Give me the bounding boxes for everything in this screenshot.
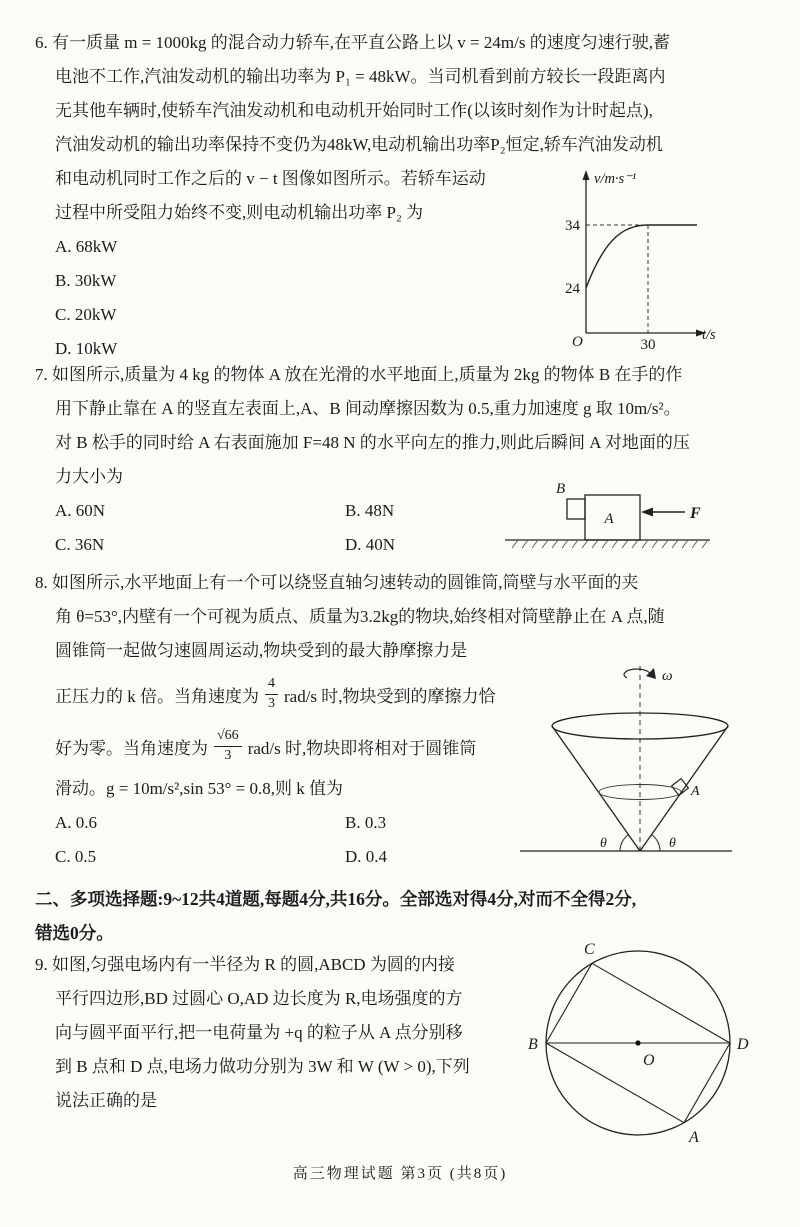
cone-right-side [640,726,728,851]
question-line: 向与圆平面平行,把一电荷量为 +q 的粒子从 A 点分别移 [55,1023,463,1042]
point-a-label: A [689,1129,699,1146]
y-tick-24: 24 [565,281,580,297]
omega-label: ω [662,668,673,684]
q9-circle-diagram [526,928,756,1160]
numerator: √66 [214,728,242,746]
force-label: F [690,505,701,522]
theta-right-label: θ [669,836,676,851]
point-c-label: C [584,941,595,958]
option-d: D. 40N [345,535,396,554]
force-arrowhead [641,508,653,517]
y-axis-label: v/m·s⁻¹ [594,171,637,187]
x-tick-30: 30 [640,337,656,353]
side-ab [546,1043,684,1123]
option-c: C. 20kW [55,305,117,324]
denominator: 3 [268,695,275,711]
denominator: 3 [224,747,232,763]
block-a [672,779,689,796]
block-a-label: A [604,511,614,527]
numerator: 4 [265,676,278,694]
theta-arc-left [620,835,629,851]
x-axis-label: t/s [702,327,716,343]
velocity-curve [586,225,697,288]
side-cd [592,963,730,1043]
option-d: D. 0.4 [345,847,388,866]
question-line: 电池不工作,汽油发动机的输出功率为 P₁ = 48kW。当司机看到前方较长一段距离内 [55,67,666,86]
text-segment: rad/s 时,物块即将相对于圆锥筒 [247,738,477,758]
fraction [214,728,242,763]
theta-arc-right [652,835,661,851]
rotation-arrowhead [646,668,656,679]
option-a: A. 60N [55,501,106,520]
text-segment: 好为零。当角速度为 [55,738,208,758]
option-b: B. 48N [345,501,395,520]
section-header-line: 错选0分。 [35,923,114,943]
question-line: 滑动。g = 10m/s²,sin 53° = 0.8,则 k 值为 [55,779,343,798]
option-a: A. 68kW [55,237,118,256]
option-c: C. 36N [55,535,105,554]
text-segment: rad/s 时,物块受到的摩擦力恰 [284,686,496,706]
question-line: 到 B 点和 D 点,电场力做功分别为 3W 和 W (W > 0),下列 [55,1057,470,1076]
question-line: 角 θ=53°,内壁有一个可视为质点、质量为3.2kg的物块,始终相对筒壁静止在 A 点,随 [55,607,665,626]
option-b: B. 0.3 [345,813,387,832]
cone-rim [552,713,728,739]
question-line: 8. 如图所示,水平地面上有一个可以绕竖直轴匀速转动的圆锥筒,筒壁与水平面的夹 [35,573,639,592]
question-line: 圆锥筒一起做匀速圆周运动,物块受到的最大静摩擦力是 [55,641,468,660]
block-b [567,499,585,519]
center-o-label: O [643,1052,655,1069]
q7-blocks-diagram [500,477,715,559]
option-c: C. 0.5 [55,847,97,866]
question-line: 汽油发动机的输出功率保持不变仍为48kW,电动机输出功率P₂恒定,轿车汽油发动机 [55,135,663,154]
question-line: 和电动机同时工作之后的 v − t 图像如图所示。若轿车运动 [55,169,486,188]
question-line: 说法正确的是 [55,1091,157,1110]
y-axis-arrow [583,170,590,180]
point-d-label: D [737,1036,749,1053]
text-segment: 正压力的 k 倍。当角速度为 [55,686,259,706]
q6-vt-graph [548,163,728,363]
origin-label: O [572,334,583,350]
ground-hatching [512,540,708,548]
y-tick-34: 34 [565,218,580,234]
page-footer: 高三物理试题 第3页 (共8页) [292,1166,508,1182]
point-b-label: B [528,1036,538,1053]
block-a-label: A [691,784,700,799]
question-line: 7. 如图所示,质量为 4 kg 的物体 A 放在光滑的水平地面上,质量为 2kg 的物体 B 在手的作 [35,365,683,384]
option-d: D. 10kW [55,339,118,358]
question-line: 9. 如图,匀强电场内有一半径为 R 的圆,ABCD 为圆的内接 [35,955,455,974]
block-b-label: B [556,481,566,497]
question-line: 平行四边形,BD 过圆心 O,AD 边长度为 R,电场强度的方 [55,989,463,1008]
center-dot [635,1040,640,1045]
question-line: 力大小为 [55,467,123,486]
question-line: 6. 有一质量 m = 1000kg 的混合动力轿车,在平直公路上以 v = 24m/s 的速度匀速行驶,蓄 [35,33,670,52]
question-line: 用下静止靠在 A 的竖直左表面上,A、B 间动摩擦因数为 0.5,重力加速度 g 取 10m/s²。 [55,399,681,418]
fraction [265,676,278,711]
side-da [684,1043,730,1123]
rotation-arrow [624,669,650,678]
theta-left-label: θ [600,836,607,851]
question-line: 过程中所受阻力始终不变,则电动机输出功率 P₂ 为 [55,203,424,222]
option-a: A. 0.6 [55,813,98,832]
cone-left-side [552,726,640,851]
question-line: 对 B 松手的同时给 A 右表面施加 F=48 N 的水平向左的推力,则此后瞬间 A 对地面的压 [55,433,690,452]
q8-cone-diagram [490,656,740,878]
question-9 [35,948,535,1118]
side-bc [546,963,592,1043]
section-header-line: 二、多项选择题:9~12共4道题,每题4分,共16分。全部选对得4分,对而不全得2分, [35,889,637,909]
question-line: 无其他车辆时,使轿车汽油发动机和电动机开始同时工作(以该时刻作为计时起点), [55,101,653,120]
option-b: B. 30kW [55,271,117,290]
